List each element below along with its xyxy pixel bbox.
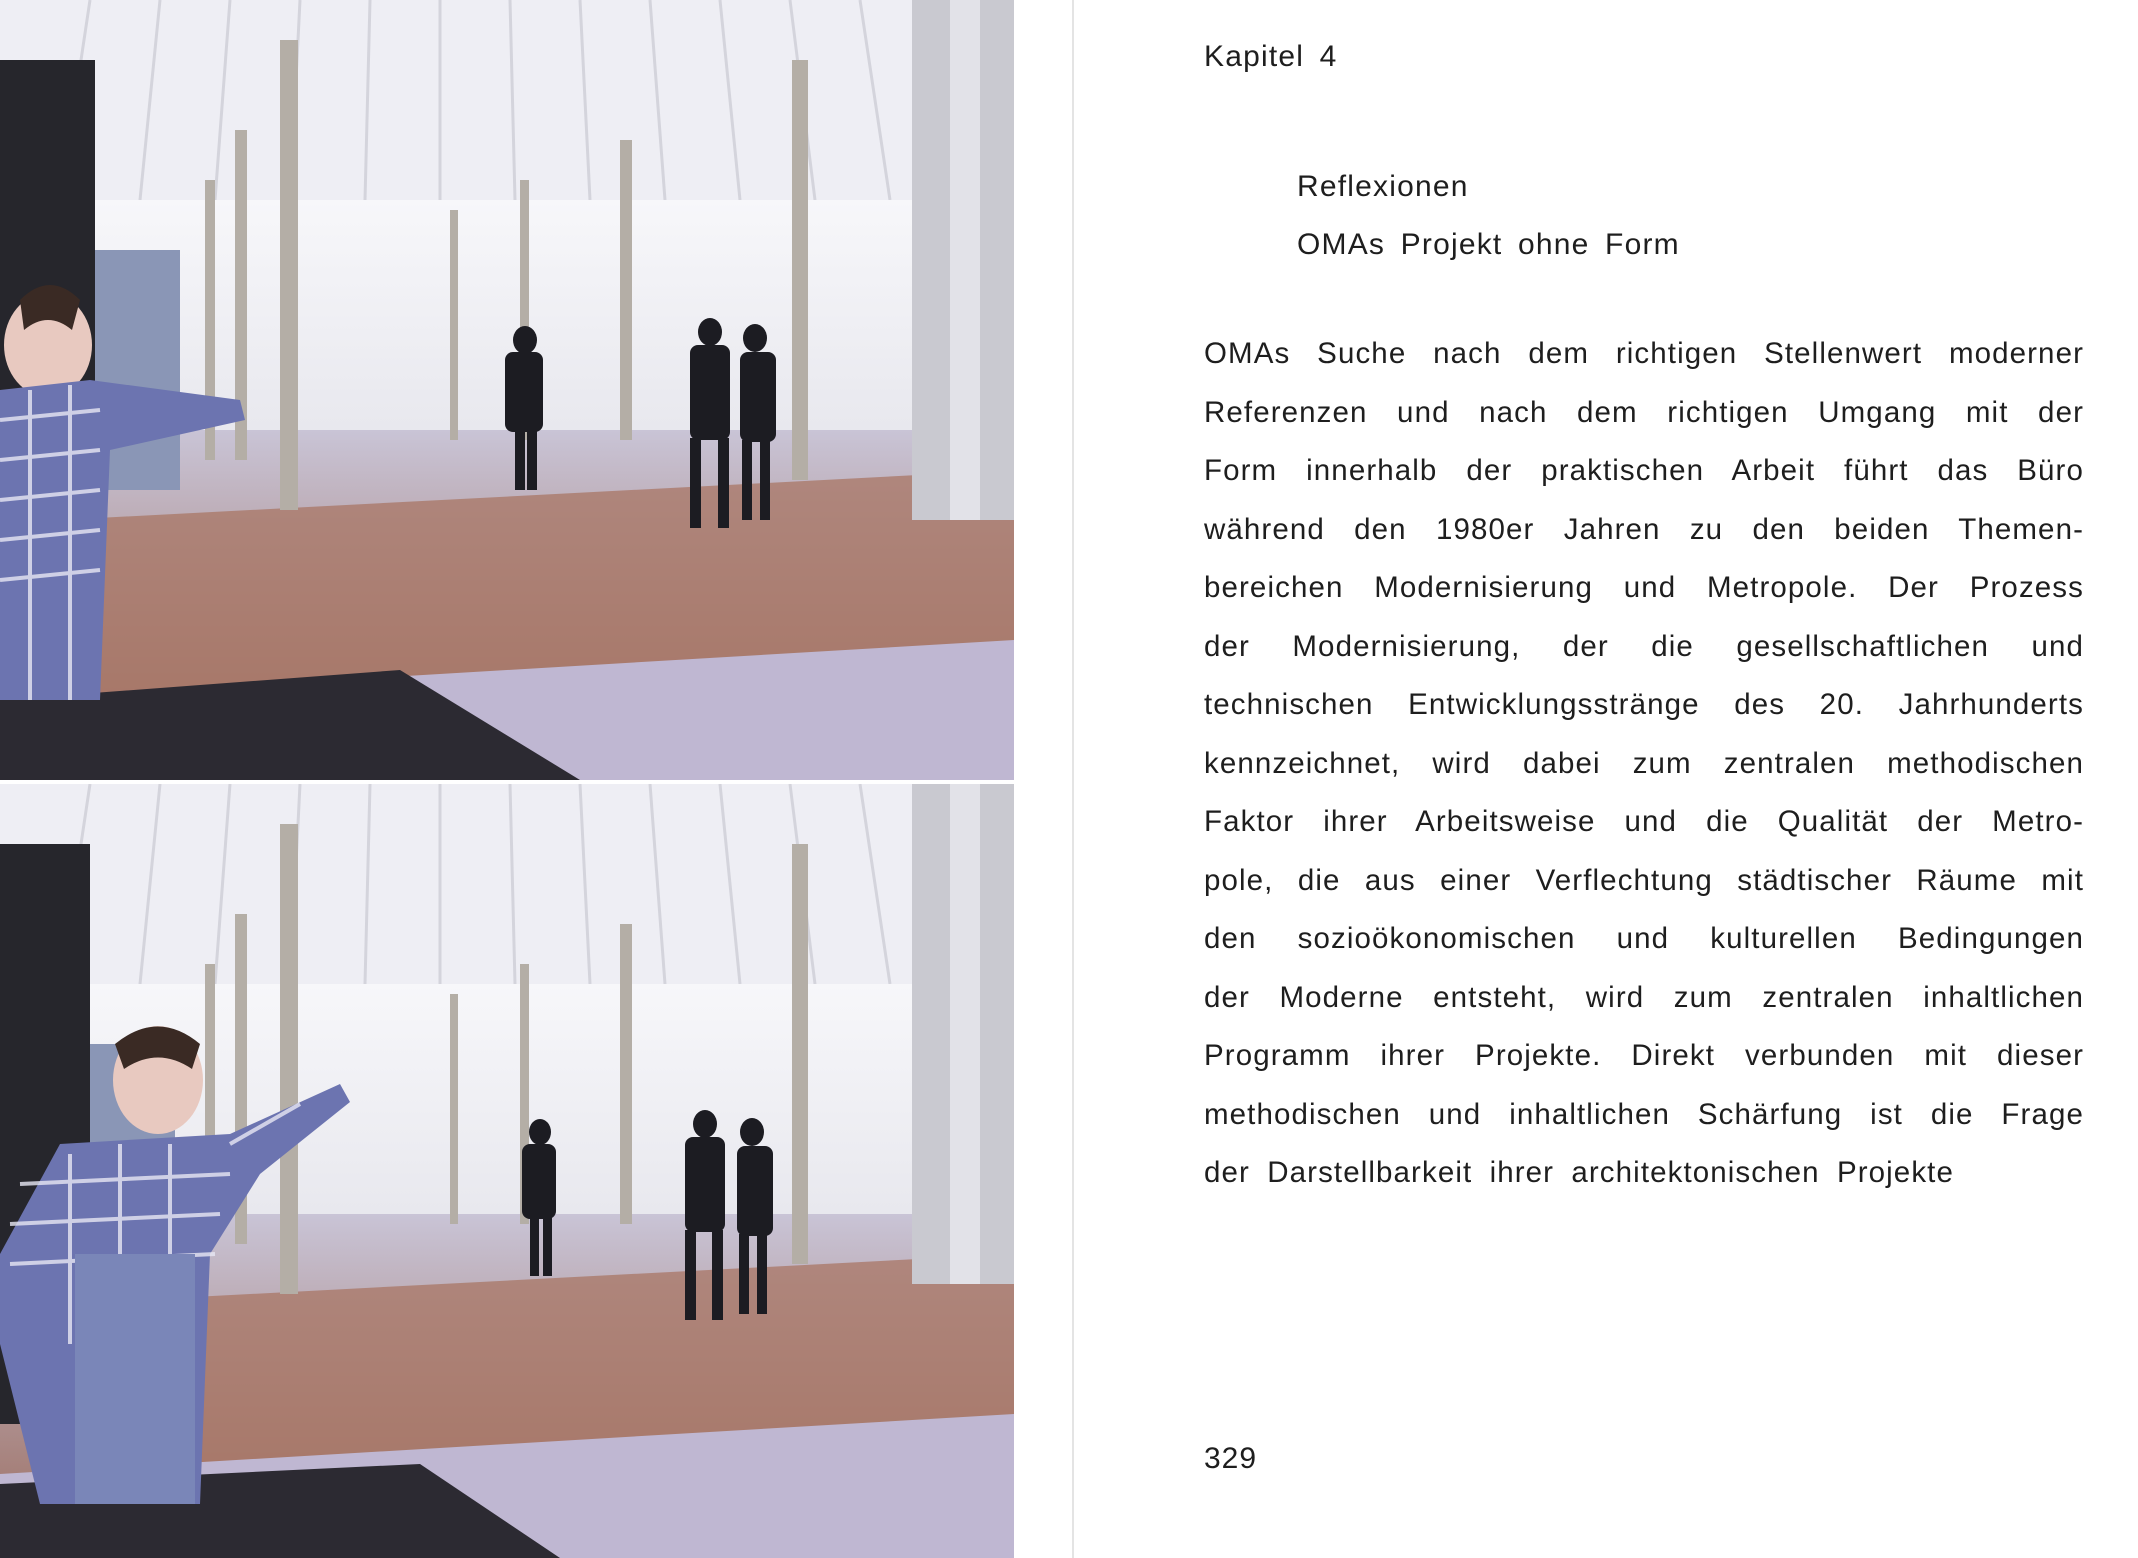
body-line: kennzeichnet, wird dabei zum zentralen methodischen — [1204, 746, 2084, 780]
body-paragraph — [1204, 325, 2084, 1203]
body-line: pole, die aus einer Verflechtung städtischer Räume mit — [1204, 863, 2084, 897]
body-line: der Modernisierung, der die gesellschaftlichen und — [1204, 629, 2084, 663]
body-line: methodischen und inhaltlichen Schärfung ist die Frage — [1204, 1097, 2084, 1131]
body-line: technischen Entwicklungsstränge des 20. Jahrhunderts — [1204, 688, 2084, 721]
left-page — [0, 0, 1014, 1558]
body-line: Form innerhalb der praktischen Arbeit führt das Büro — [1204, 454, 2084, 487]
subtitle-line-2: OMAs Projekt ohne Form — [1297, 228, 1680, 261]
body-line: der Darstellbarkeit ihrer architektonischen Projekte — [1204, 1156, 1954, 1189]
body-line: bereichen Modernisierung und Metropole. Der Prozess — [1204, 571, 2084, 604]
chapter-heading: Kapitel 4 — [1204, 40, 1338, 73]
gallery-hall-photo-2 — [0, 784, 1014, 1558]
body-line: Faktor ihrer Arbeitsweise und die Qualität der Metro- — [1204, 805, 2084, 838]
body-line: Referenzen und nach dem richtigen Umgang mit der — [1204, 395, 2084, 429]
body-line: während den 1980er Jahren zu den beiden Themen- — [1204, 512, 2084, 546]
right-page — [1074, 0, 2138, 1558]
body-line: der Moderne entsteht, wird zum zentralen inhaltlichen — [1204, 980, 2084, 1014]
video-still-top — [0, 0, 1014, 780]
gallery-hall-photo-1 — [0, 0, 1014, 780]
body-line: den sozioökonomischen und kulturellen Bedingungen — [1204, 922, 2084, 955]
video-still-bottom — [0, 784, 1014, 1558]
body-line: Programm ihrer Projekte. Direkt verbunden mit dieser — [1204, 1039, 2084, 1072]
body-line: OMAs Suche nach dem richtigen Stellenwert moderner — [1204, 337, 2084, 370]
section-subtitle — [1297, 158, 1680, 274]
subtitle-line-1: Reflexionen — [1297, 170, 1469, 203]
page-number: 329 — [1204, 1442, 1258, 1475]
